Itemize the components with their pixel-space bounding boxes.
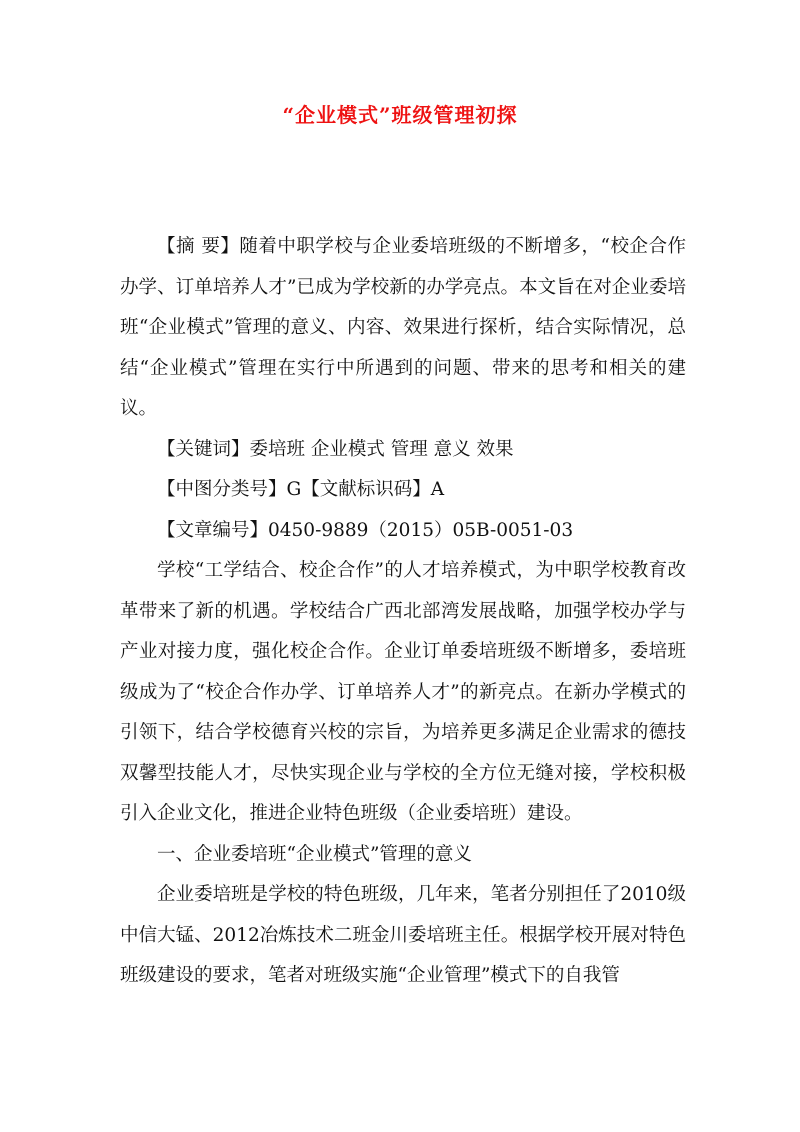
document-title: “企业模式”班级管理初探 xyxy=(282,103,518,127)
section-heading-1: 一、企业委培班“企业模式”管理的意义 xyxy=(157,843,472,865)
article-number-line: 【文章编号】0450-9889（2015）05B-0051-03 xyxy=(157,519,574,541)
abstract-paragraph: 【摘 要】随着中职学校与企业委培班级的不断增多，“校企合作办学、订单培养人才”已成为学校新的办学亮点。本文旨在对企业委培班“企业模式”管理的意义、内容、效果进行探析，结合实际情况，总结“企业模式”管理在实行中所遇到的问题、带来的思考和相关的建议。 xyxy=(120,236,686,419)
document-body xyxy=(120,227,686,997)
classification-line: 【中图分类号】G【文献标识码】A xyxy=(157,479,445,500)
body-paragraph-1: 学校“工学结合、校企合作”的人才培养模式，为中职学校教育改革带来了新的机遇。学校结合广西北部湾发展战略，加强学校办学与产业对接力度，强化校企合作。企业订单委培班级不断增多，委培班级成为了“校企合作办学、订单培养人才”的新亮点。在新办学模式的引领下，结合学校德育兴校的宗旨，为培养更多满足企业需求的德技双馨型技能人才，尽快实现企业与学校的全方位无缝对接，学校积极引入企业文化，推进企业特色班级（企业委培班）建设。 xyxy=(120,560,686,824)
body-paragraph-2: 企业委培班是学校的特色班级，几年来，笔者分别担任了2010级中信大锰、2012冶炼技术二班金川委培班主任。根据学校开展对特色班级建设的要求，笔者对班级实施“企业管理”模式下的自我管 xyxy=(120,884,686,986)
keywords-line: 【关键词】委培班 企业模式 管理 意义 效果 xyxy=(157,438,514,460)
